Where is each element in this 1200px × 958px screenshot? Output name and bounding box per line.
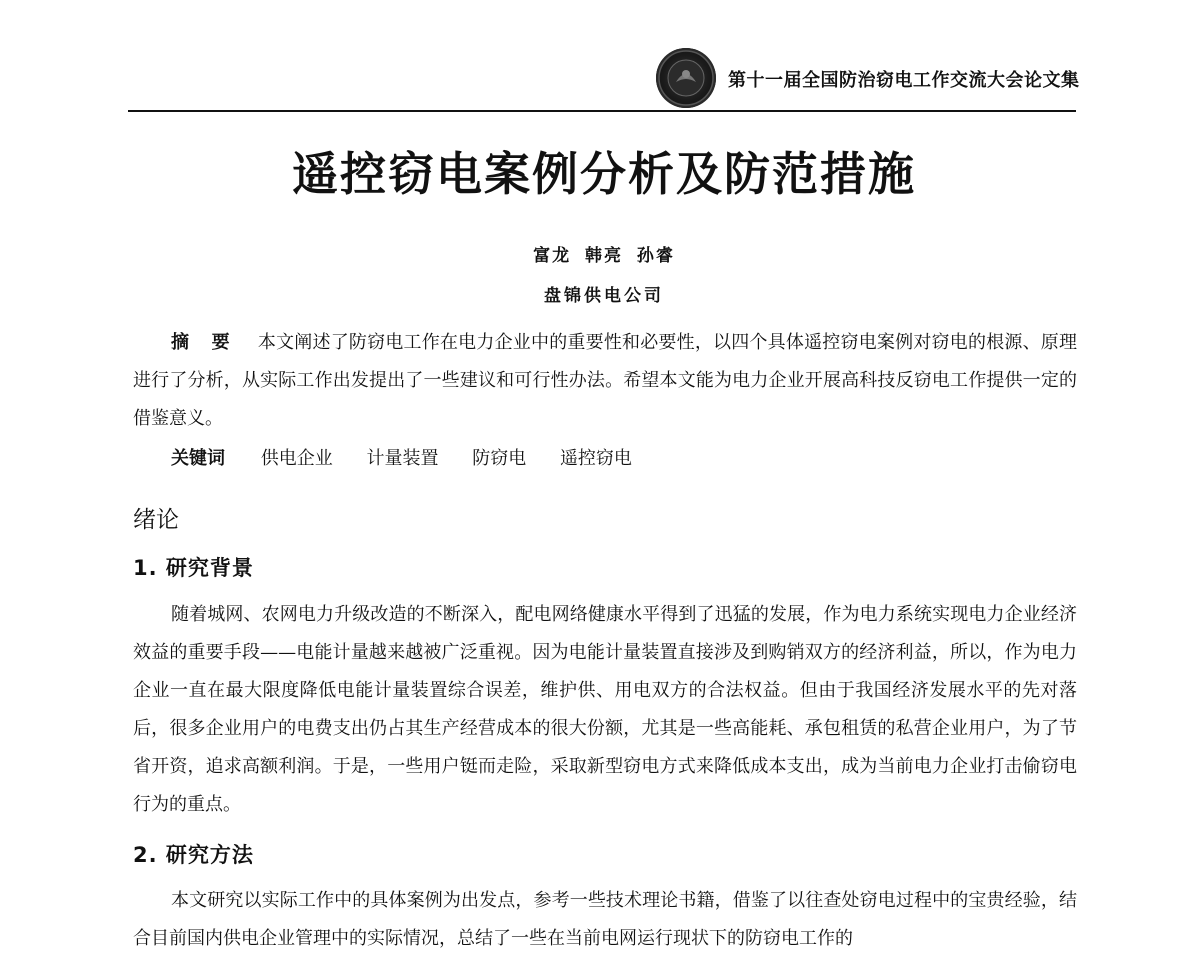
paper-authors: 富龙 韩亮 孙睿: [533, 246, 675, 266]
journal-name: 第十一届全国防治窃电工作交流大会论文集: [728, 70, 1080, 91]
keywords: [171, 440, 1071, 478]
abstract-label: 摘 要: [171, 332, 238, 353]
paper-title: 遥控窃电案例分析及防范措施: [292, 147, 916, 201]
keyword-item: 防窃电: [472, 448, 527, 469]
conference-seal-icon: [656, 48, 716, 108]
section-paragraph: 本文研究以实际工作中的具体案例为出发点，参考一些技术理论书籍，借鉴了以往查处窃电过程中的宝贵经验，结合目前国内供电企业管理中的实际情况，总结了一些在当前电网运行现状下的防窃电工作的: [133, 890, 1077, 949]
section-paragraph: 随着城网、农网电力升级改造的不断深入，配电网络健康水平得到了迅猛的发展，作为电力系统实现电力企业经济效益的重要手段——电能计量越来越被广泛重视。因为电能计量装置直接涉及到购销双方的经济利益，所以，作为电力企业一直在最大限度降低电能计量装置综合误差，维护供、用电双方的合法权益。但由于我国经济发展水平的先对落后，很多企业用户的电费支出仍占其生产经营成本的很大份额，尤其是一些高能耗、承包租赁的私营企业用户，为了节省开资，追求高额利润。于是，一些用户铤而走险，采取新型窃电方式来降低成本支出，成为当前电力企业打击偷窃电行为的重点。: [133, 604, 1077, 815]
keyword-item: 遥控窃电: [559, 448, 632, 469]
keyword-item: 供电企业: [260, 448, 333, 469]
abstract: [133, 324, 1077, 438]
intro-heading: 绪论: [133, 507, 179, 533]
keyword-item: 计量装置: [366, 448, 439, 469]
keywords-label: 关键词: [171, 448, 225, 469]
paper-affiliation: 盘锦供电公司: [544, 286, 664, 306]
header-rule: [128, 110, 1076, 112]
abstract-text: 本文阐述了防窃电工作在电力企业中的重要性和必要性，以四个具体遥控窃电案例对窃电的根源、原理进行了分析，从实际工作出发提出了一些建议和可行性办法。希望本文能为电力企业开展高科技反窃电工作提供一定的借鉴意义。: [133, 332, 1077, 429]
running-header: [128, 44, 1080, 112]
section-heading: 2. 研究方法: [133, 843, 254, 867]
section-heading: 1. 研究背景: [133, 556, 254, 580]
